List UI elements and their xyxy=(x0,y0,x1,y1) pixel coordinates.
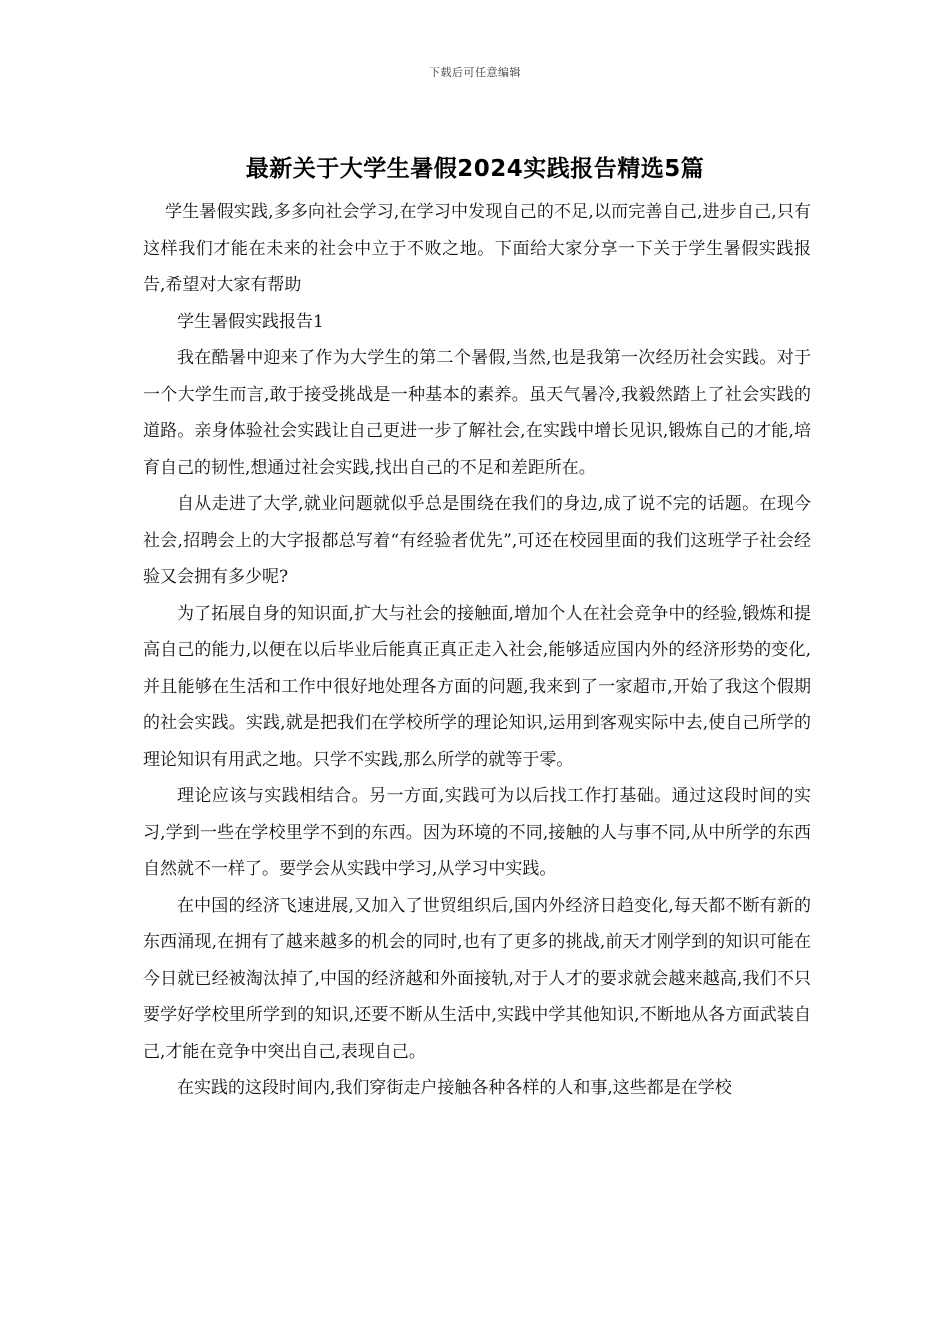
body-paragraph: 自从走进了大学,就业问题就似乎总是围绕在我们的身边,成了说不完的话题。在现今社会,招聘会上的大字报都总写着“有经验者优先”,可还在校园里面的我们这班学子社会经验又会拥有多少呢? xyxy=(143,494,811,587)
body-paragraph: 在实践的这段时间内,我们穿街走户接触各种各样的人和事,这些都是在学校 xyxy=(177,1078,732,1098)
document-title: 最新关于大学生暑假2024实践报告精选5篇 xyxy=(245,156,705,182)
body-paragraph: 理论应该与实践相结合。另一方面,实践可为以后找工作打基础。通过这段时间的实习,学到一些在学校里学不到的东西。因为环境的不同,接触的人与事不同,从中所学的东西自然就不一样了。要学会从实践中学习,从学习中实践。 xyxy=(143,786,811,879)
body-paragraph: 我在酷暑中迎来了作为大学生的第二个暑假,当然,也是我第一次经历社会实践。对于一个大学生而言,敢于接受挑战是一种基本的素养。虽天气暑冷,我毅然踏上了社会实践的道路。亲身体验社会实践让自己更进一步了解社会,在实践中增长见识,锻炼自己的才能,培育自己的韧性,想通过社会实践,找出自己的不足和差距所在。 xyxy=(143,348,811,478)
page-header-note: 下载后可任意编辑 xyxy=(429,66,521,79)
document-body xyxy=(143,194,811,1107)
body-paragraph: 为了拓展自身的知识面,扩大与社会的接触面,增加个人在社会竞争中的经验,锻炼和提高自己的能力,以便在以后毕业后能真正真正走入社会,能够适应国内外的经济形势的变化,并且能够在生活和工作中很好地处理各方面的问题,我来到了一家超市,开始了我这个假期的社会实践。实践,就是把我们在学校所学的理论知识,运用到客观实际中去,使自己所学的理论知识有用武之地。只学不实践,那么所学的就等于零。 xyxy=(143,603,811,770)
section-heading: 学生暑假实践报告1 xyxy=(177,311,324,332)
body-paragraph: 在中国的经济飞速进展,又加入了世贸组织后,国内外经济日趋变化,每天都不断有新的东西涌现,在拥有了越来越多的机会的同时,也有了更多的挑战,前天才刚学到的知识可能在今日就已经被淘汰掉了,中国的经济越和外面接轨,对于人才的要求就会越来越高,我们不只要学好学校里所学到的知识,还要不断从生活中,实践中学其他知识,不断地从各方面武装自己,才能在竞争中突出自己,表现自己。 xyxy=(143,895,811,1062)
intro-paragraph: 学生暑假实践,多多向社会学习,在学习中发现自己的不足,以而完善自己,进步自己,只有这样我们才能在未来的社会中立于不败之地。下面给大家分享一下关于学生暑假实践报告,希望对大家有帮助 xyxy=(143,202,811,295)
